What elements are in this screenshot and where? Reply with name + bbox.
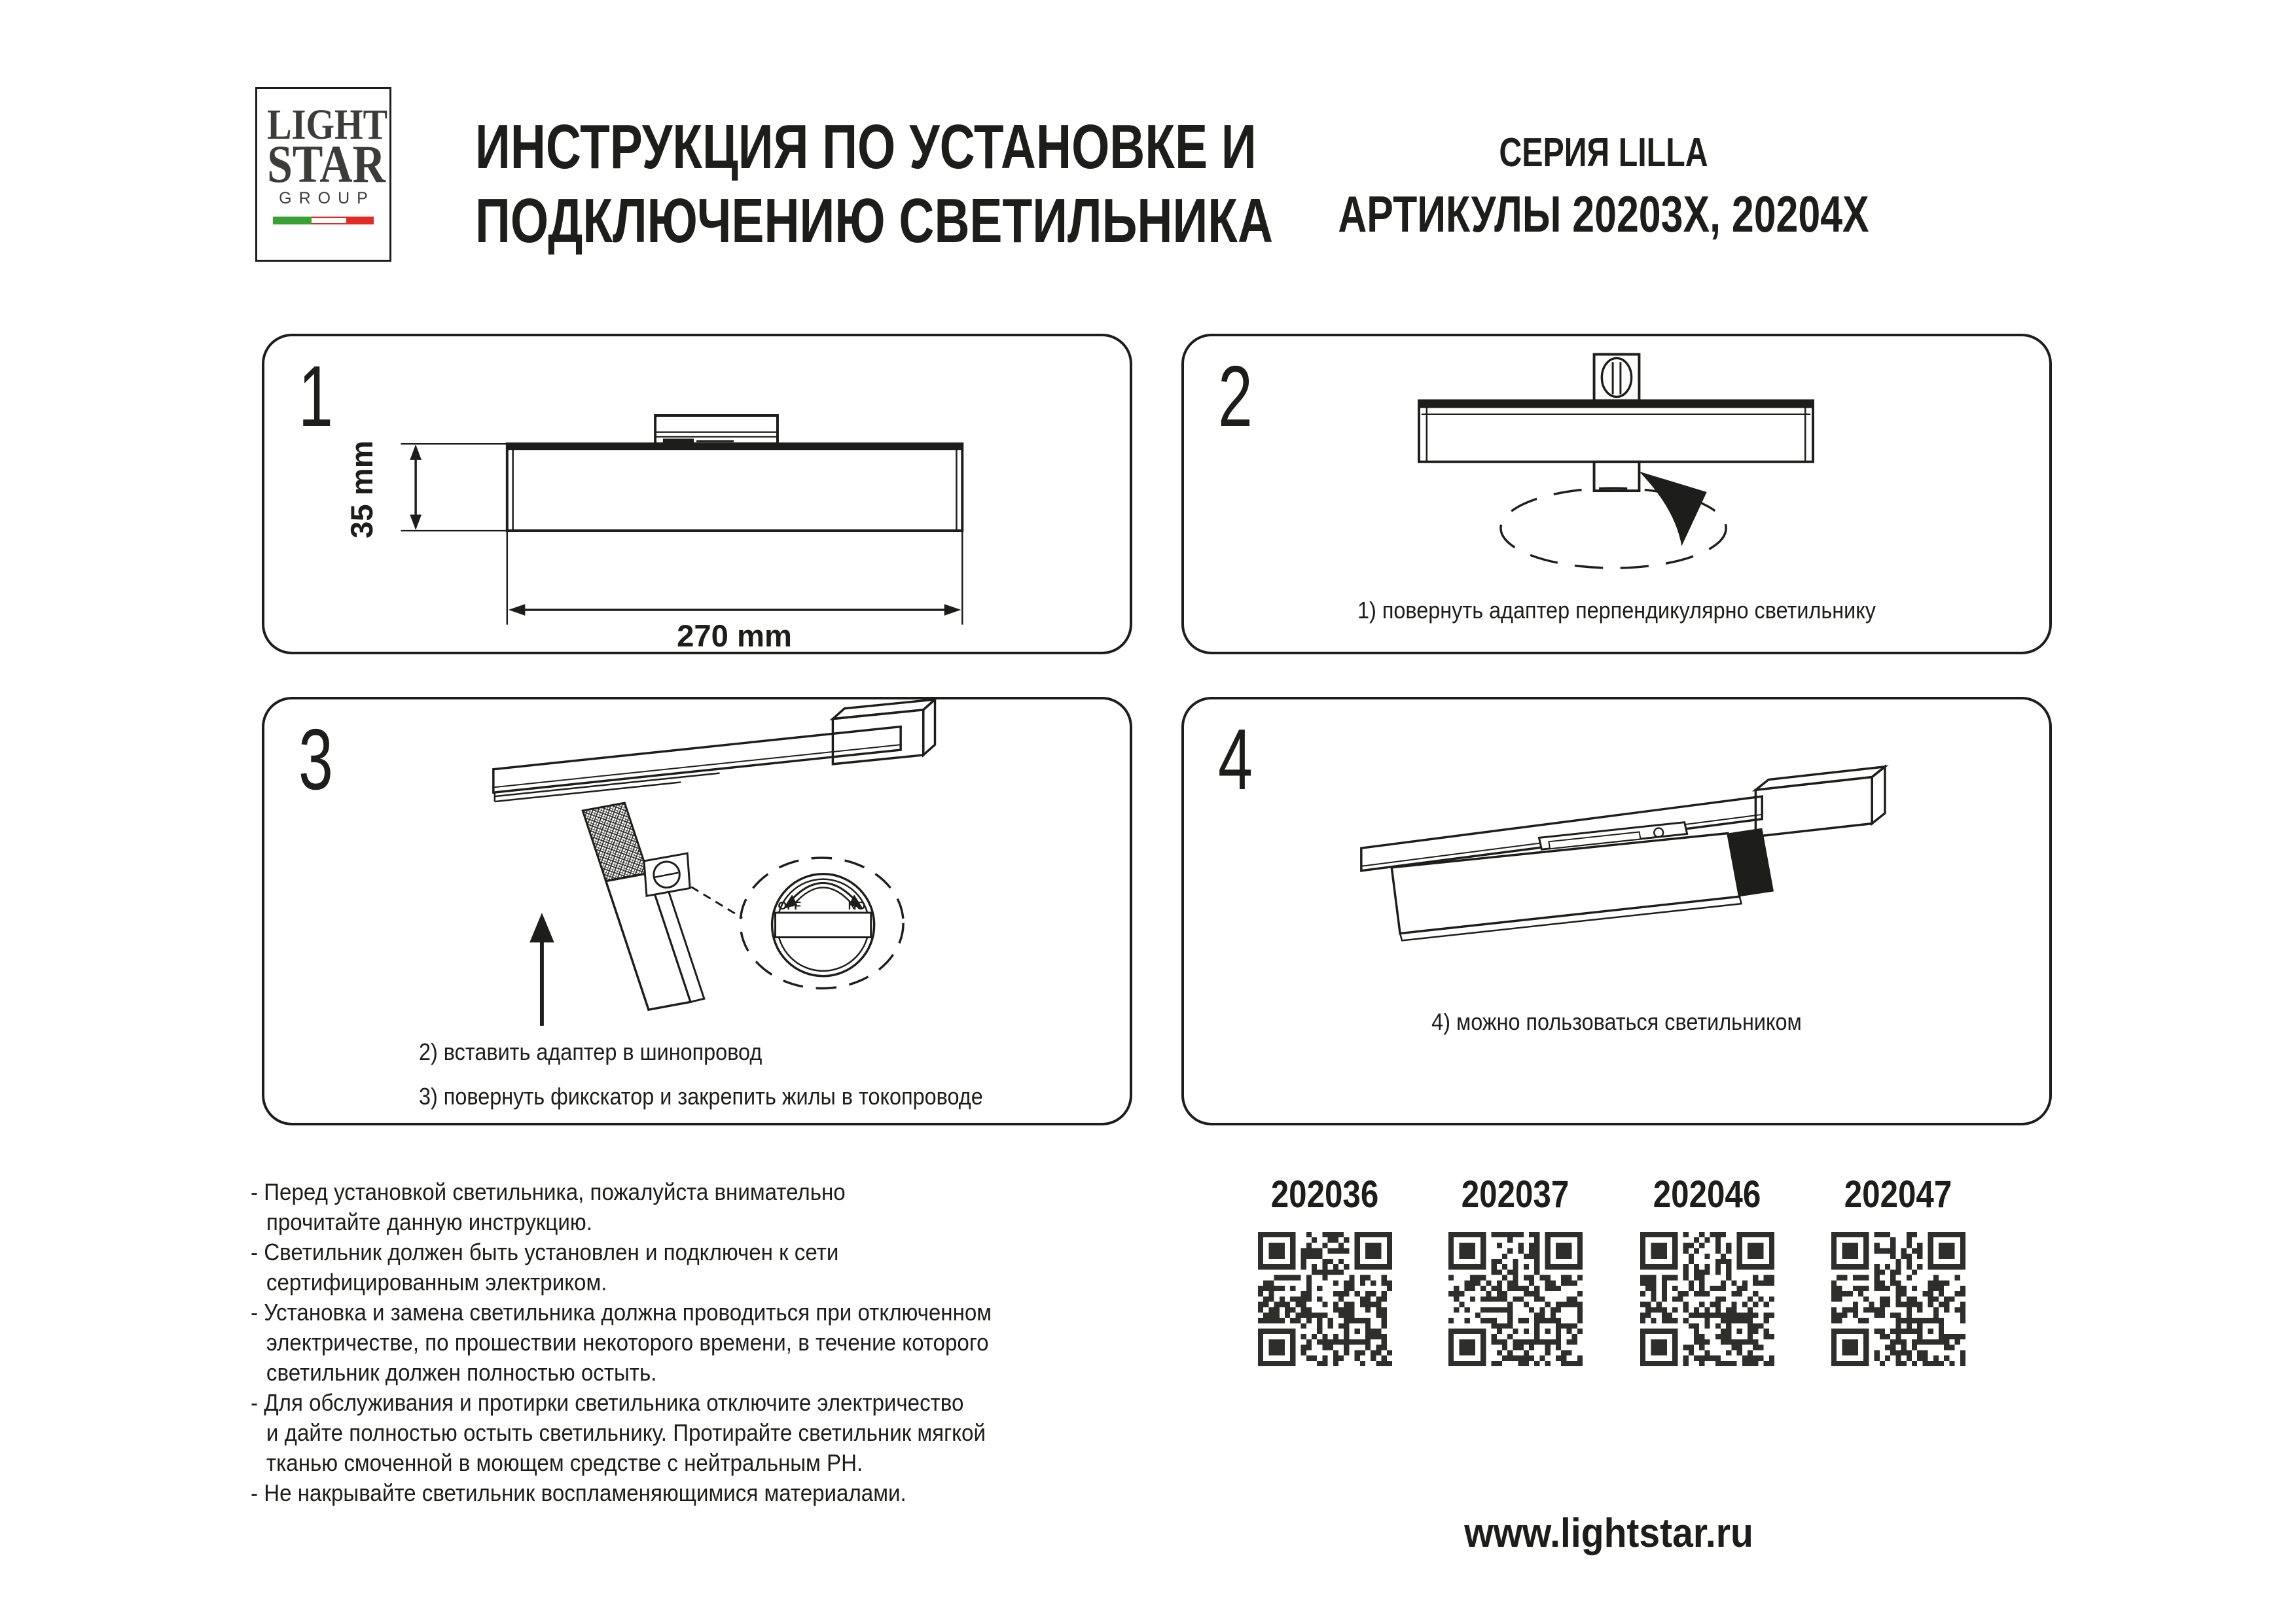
qr-column	[1417, 1173, 1613, 1366]
panel-1-number: 1	[298, 348, 333, 444]
qr-column	[1227, 1173, 1423, 1366]
safety-note-line: электричестве, по прошествии некоторого времени, в течение которого	[266, 1329, 989, 1356]
series-label: СЕРИЯ LILLA	[1499, 130, 1708, 175]
panel-2-number: 2	[1218, 348, 1253, 444]
panel-step-3	[262, 697, 1132, 1125]
dim-width-label: 270 mm	[677, 619, 792, 652]
panel-step-4	[1181, 697, 2052, 1125]
safety-note-line: светильник должен полностью остыть.	[266, 1359, 657, 1386]
qr-label: 202037	[1461, 1173, 1570, 1216]
safety-note-line: - Установка и замена светильника должна проводиться при отключенном	[251, 1299, 992, 1326]
safety-note-line: тканью смоченной в моющем средстве с нейтральным PH.	[266, 1449, 863, 1476]
adapter-stem	[1594, 355, 1640, 491]
adapter-top-view	[655, 415, 778, 444]
logo-word-group: GROUP	[279, 189, 375, 207]
qr-column	[1800, 1173, 1996, 1366]
safety-note-line: - Светильник должен быть установлен и подключен к сети	[251, 1239, 839, 1265]
rotation-arrow	[1639, 472, 1706, 546]
fixture-bar	[1419, 400, 1813, 461]
qr-label: 202036	[1270, 1173, 1379, 1216]
articles-label: АРТИКУЛЫ 20203X, 20204X	[1338, 185, 1869, 243]
qr-code	[1640, 1232, 1774, 1366]
detail-circle	[740, 858, 903, 989]
logo-word-star: STAR	[267, 134, 386, 194]
qr-label: 202046	[1653, 1173, 1761, 1216]
dimension-width	[507, 531, 962, 652]
dim-height-label: 35 mm	[344, 440, 380, 538]
page-title-line-2: ПОДКЛЮЧЕНИЮ СВЕТИЛЬНИКА	[475, 186, 1274, 256]
safety-note-line: - Перед установкой светильника, пожалуйста внимательно	[251, 1178, 846, 1205]
safety-note-line: и дайте полностью остыть светильнику. Протирайте светильник мягкой	[266, 1419, 986, 1446]
flag-green-segment	[273, 217, 312, 224]
panel-step-2	[1181, 334, 2052, 654]
logo-word-light: LIGHT	[267, 101, 388, 149]
insert-arrow	[529, 913, 554, 1026]
qr-code	[1448, 1232, 1583, 1366]
panel-3-number: 3	[298, 711, 333, 807]
track-rail-3d	[493, 699, 935, 802]
page-title	[475, 110, 1273, 258]
panel-4-caption: 4) можно пользоваться светильником	[1431, 1008, 1802, 1035]
panel-1-diagram	[264, 336, 1130, 652]
panel-3-caption-1: 2) вставить адаптер в шинопровод	[419, 1038, 762, 1065]
safety-note-line: прочитайте данную инструкцию.	[266, 1209, 592, 1235]
qr-label: 202047	[1844, 1173, 1952, 1216]
safety-note-line: - Не накрывайте светильник восплaменяющимися материалами.	[251, 1479, 906, 1506]
panel-2-caption: 1) повернуть адаптер перпендикулярно светильнику	[1357, 597, 1876, 624]
mounted-fixture-3d	[1391, 822, 1774, 941]
lightstar-logo	[255, 87, 391, 262]
italian-flag-stripe	[273, 217, 374, 224]
qr-code	[1831, 1232, 1965, 1366]
website-url: www.lightstar.ru	[1464, 1511, 1753, 1556]
safety-notes	[251, 1177, 992, 1508]
detail-off-label: OFF	[778, 899, 802, 913]
detail-pointer-line	[691, 887, 742, 917]
page-title-line-1: ИНСТРУКЦИЯ ПО УСТАНОВКЕ И	[475, 112, 1257, 182]
panel-3-caption-2: 3) повернуть фикскатор и закрепить жилы в токопроводе	[419, 1083, 983, 1110]
qr-code	[1258, 1232, 1392, 1366]
flag-white-segment	[312, 217, 347, 224]
safety-note-line: - Для обслуживания и протирки светильника отключите электричество	[251, 1389, 964, 1416]
panel-step-1	[262, 334, 1132, 654]
detail-on-label: NO	[848, 899, 866, 913]
panel-4-number: 4	[1218, 711, 1253, 807]
dimension-height	[345, 440, 507, 538]
panel-4-diagram	[1184, 699, 2049, 1123]
fixture-side-view	[507, 444, 962, 531]
adapter-3d	[583, 803, 704, 1010]
qr-column	[1609, 1173, 1805, 1366]
flag-red-segment	[346, 217, 374, 224]
safety-note-line: сертифицированным электриком.	[266, 1269, 607, 1296]
